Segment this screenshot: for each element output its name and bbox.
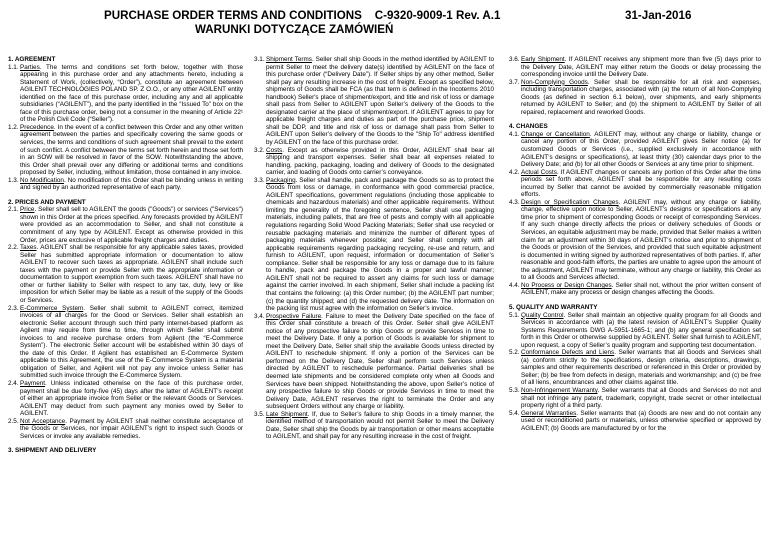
clause-text: . In the event of a conflict between this Order and any other written agreement between the parties and specifically covering the same goods or services, the terms and conditions of such agreement shall prevail to the extent of such conflict. A conflict between the terms set forth herein and those set forth in an SOW will be resolved in favor of the SOW. Notwithstanding the above, this Order shall prevail over any differing or additional terms and conditions proposed by Seller, including, without limitation, those contained in any invoice. [20, 123, 243, 177]
clause-heading: Precedence [20, 123, 54, 131]
clause-heading: Costs [266, 146, 283, 154]
clause-heading: Design or Specification Changes [521, 198, 619, 206]
clause-heading: Quality Control [521, 311, 564, 319]
clause-number: 3.5. [254, 410, 265, 418]
clause-heading: Payment [20, 379, 46, 387]
clause-text: . Seller warrants that all Goods and Services shall (a) conform strictly to the specifications, design criteria, descriptions, drawings, samples and other requirements described or referenced in this Order or provided by Seller; (b) be free from defects in design, materials and workmanship; and (c) be free of all liens, encumbrances and other claims against title. [521, 349, 761, 387]
clause-text: . Seller shall sell to AGILENT the goods ("Goods") or services ("Services") shown in this Order at the prices specified. Any forecasts provided by AGILENT were provided as an accommodation to Seller, and shall not constitute a commitment of any type by AGILENT. Except as otherwise provided in this Order, prices are exclusive of applicable freight charges and duties. [20, 206, 243, 244]
clause-1-1 [8, 64, 243, 124]
clause-heading: General Warranties [521, 409, 577, 417]
clause-1-3 [8, 177, 243, 192]
clause-number: 3.3. [254, 176, 265, 184]
clause-4-2 [509, 169, 761, 199]
clause-4-1 [509, 131, 761, 169]
clause-number: 4.3. [509, 198, 520, 206]
clause-2-1 [8, 206, 243, 244]
clause-4-4 [509, 282, 761, 297]
clause-text: . Failure to meet the Delivery Date specified on the face of this Order shall constitute a breach of this Order. Seller shall give AGILENT notice of any prospective failure to ship Goods or provide Services in time to meet the Delivery Date. If only a portion of Goods is available for shipment to meet the Delivery Date, Seller shall ship the available Goods unless directed by AGILENT to reschedule shipment. If only a portion of the Services can be performed on the Delivery Date, Seller shall perform such Services unless directed by AGILENT to reschedule performance. Partial deliveries shall be deemed late shipments and be considered complete only when all Goods and Services have been shipped. Notwithstanding the above, upon Seller’s notice of any prospective failure to ship Goods or provide Services in time to meet the Delivery Date, AGILENT reserves the right to terminate the Order and any subsequent Orders without any charge or liability. [266, 312, 494, 411]
clause-number: 1.2. [8, 123, 19, 131]
clause-text: . Seller shall not, without the prior written consent of AGILENT, make any process or design changes affecting the Goods. [521, 281, 762, 297]
clause-text: . Seller shall be responsible for all risk and expenses, including transportation charges, associated with (a) the return of all Non-Complying Goods (as defined in section 6.1 below), over shipments, and early shipments returned by AGILENT to Seller; and (b) the shipment to AGILENT by Seller of all repaired, replacement and reworked Goods. [521, 78, 762, 116]
clause-number: 2.5. [8, 417, 19, 425]
clause-text: . AGILENT may, without any charge or liability, change, effective upon notice to Seller, AGILENT’s designs or specifications at any time prior to shipment of corresponding Goods or receipt of corresponding Services. If any such change directly affects the prices or delivery schedules of Goods or Services, an equitable adjustment may be made, provided that Seller makes a written claim for an adjustment within 30 days of AGILENT’s notice and prior to shipment of the Goods or provision of the Services, and provided that such equitable adjustment is documented in writing signed by authorized representatives of both parties. If, after reasonable and good-faith efforts, the parties are unable to agree upon the amount of the adjustment, AGILENT may terminate, without any charge or liability, this Order as to all Goods and Services affected. [521, 198, 761, 282]
clause-text: . The terms and conditions set forth below, together with those appearing in this purchase order and any attachments hereto, including a Statement of Work, (collectively, “Order”), constitute an agreement between AGILENT TECHNOLOGIES POLAND SP. Z O.O., or any other AGILENT entity identified on the face of this purchase order, including any and all applicable subsidiaries (“AGILENT”), and the party identified in the “Issued To” box on the face of this purchase order, being not a consumer in the meaning of Article 22¹ of the Polish Civil Code (“Seller”). [20, 63, 243, 124]
clause-number: 1.1. [8, 63, 19, 71]
column-1 [8, 56, 243, 455]
clause-heading: Change or Cancellation [521, 130, 590, 138]
clause-number: 3.2. [254, 146, 265, 154]
clause-heading: No Modification [20, 176, 64, 184]
clause-number: 2.4. [8, 379, 19, 387]
section-heading-shipment: 3. SHIPMENT AND DELIVERY [8, 447, 97, 455]
document-title: PURCHASE ORDER TERMS AND CONDITIONS C-9320-9009-1 Rev. A.1 [104, 9, 501, 22]
clause-2-5 [8, 418, 243, 441]
clause-3-2 [254, 147, 494, 177]
section-heading-changes: 4. CHANGES [509, 123, 548, 131]
clause-text: . Except as otherwise provided in this Order, AGILENT shall bear all shipping and transport expenses. Seller shall bear all expenses related to handling, packing, packaging, loading and delivery of Goods to the designated carrier, and loading of Goods onto carrier’s conveyance. [266, 146, 494, 177]
clause-4-3 [509, 199, 761, 282]
clause-number: 5.4. [509, 409, 520, 417]
clause-3-4 [254, 313, 494, 411]
column-2 [254, 56, 494, 441]
clause-text: . No modification of this Order shall be binding unless in writing and signed by an authorized representative of each party. [20, 176, 244, 192]
clause-heading: Not Acceptance [20, 417, 66, 425]
clause-number: 3.1. [254, 56, 265, 63]
clause-heading: Shipment Terms [266, 56, 312, 63]
clause-3-7 [509, 79, 761, 117]
clause-1-2 [8, 124, 243, 177]
clause-number: 2.3. [8, 304, 19, 312]
document-subtitle: WARUNKI DOTYCZĄCE ZAMÓWIEŃ [195, 23, 394, 36]
clause-heading: E-Commerce System [20, 304, 84, 312]
clause-number: 3.6. [509, 56, 520, 63]
clause-heading: Taxes [20, 244, 37, 252]
clause-heading: Conformance Defects and Liens [521, 349, 615, 357]
section-heading-agreement: 1. AGREEMENT [8, 56, 56, 63]
column-3 [509, 56, 761, 432]
clause-heading: Packaging [266, 176, 296, 184]
clause-number: 2.2. [8, 244, 19, 252]
clause-5-1 [509, 312, 761, 350]
clause-text: . Seller shall ship Goods in the method identified by AGILENT to permit Seller to meet the delivery date(s) identified by AGILENT on the face of this purchase order (“Delivery Date”). If Seller ships by any other method, Seller shall pay any resulting increase in the cost of freight. Except as specified below, shipments of Goods shall be FCA (as that term is defined in the Incoterms 2010 handbook) Seller's place of shipment/export, and title and risk of loss or damage shall pass from Seller to AGILENT upon Seller’s delivery of the Goods to the designated carrier at the place of shipment/export. If AGILENT agrees to pay for applicable freight charges and duties as part of the purchase price, shipment shall be DDP, and title and risk of loss or damage shall pass from Seller to AGILENT upon Seller’s delivery of the Goods to the "Ship To" address identified by AGILENT on the face of this purchase order. [266, 56, 494, 147]
clause-text: . If AGILENT receives any shipment more than five (5) days prior to the Delivery Date, AGILENT may either return the Goods or delay processing the corresponding invoice until the Delivery Date. [521, 56, 762, 79]
clause-text: . If AGILENT changes or cancels any portion of this Order after the time periods set forth above, AGILENT shall be responsible for any resulting costs incurred by Seller that cannot be avoided by commercially reasonable mitigation efforts. [521, 168, 762, 199]
clause-heading: Actual Costs [521, 168, 557, 176]
clause-3-5 [254, 411, 494, 441]
clause-5-2 [509, 349, 761, 387]
clause-number: 4.1. [509, 130, 520, 138]
clause-text: . AGILENT may, without any charge or liability, change or cancel any portion of this Order, provided AGILENT gives Seller notice (a) for customized Goods or Services (i.e., supplied exclusively in accordance with AGILENT’s designs or specifications), at least thirty (30) calendar days prior to the Delivery Date; and (b) for all other Goods or Services at any time prior to shipment. [521, 130, 761, 169]
clause-3-6 [509, 56, 761, 79]
clause-number: 3.7. [509, 78, 520, 86]
clause-heading: Non-Infringement Warranty [521, 386, 598, 394]
clause-number: 5.3. [509, 386, 520, 394]
section-heading-prices: 2. PRICES AND PAYMENT [8, 198, 86, 206]
clause-heading: Late Shipment [266, 410, 308, 418]
clause-2-3 [8, 305, 243, 380]
clause-5-4 [509, 410, 761, 433]
clause-heading: Parties [20, 63, 40, 71]
clause-text: . Seller warrants that (a) Goods are new and do not contain any used or reconditioned parts or materials, unless otherwise specified or approved by AGILENT; (b) Goods are manufactured by or for the [521, 409, 762, 432]
clause-number: 1.3. [8, 176, 19, 184]
section-heading-quality: 5. QUALITY AND WARRANTY [509, 303, 598, 311]
clause-heading: Price [20, 206, 35, 214]
clause-3-3 [254, 177, 494, 313]
clause-text: . Seller shall submit to AGILENT correct, itemized invoices of all charges for the Good or Services. Seller shall establish an electronic Seller account through such third party internet-based platform as Agilent may require from time to time, through which Seller shall submit invoices to and receive purchase orders from Agilent (the “E-Commerce System”). The electronic Seller account will be established within 30 days of the date of this Order. If Agilent has established an E-Commerce System applicable to this Agreement, the use of the E-Commerce System is a material obligation of Seller, and Agilent will not pay any invoice unless Seller has submitted such invoice through the E-Commerce System. [20, 304, 243, 380]
clause-heading: No Process or Design Changes [521, 281, 612, 289]
clause-text: . AGILENT shall be responsible for any applicable sales taxes, provided Seller has submitted appropriate information or documentation to allow AGILENT to recover such taxes as appropriate. AGILENT shall include such taxes with the payment or provide Seller with the appropriate information or documentation to support exemption from such taxes. AGILENT shall have no other or further liability to Seller with respect to any tax, duty, levy or like imposition for which Seller may be liable as a result of the supply of the Goods or Services. [20, 244, 243, 304]
clause-text: . Seller shall handle, pack and package the Goods so as to protect the Goods from loss or damage, in conformance with good commercial practice, AGILENT specifications, government regulations (including those applicable to chemicals and hazardous materials) and other applicable requirements. Without limiting the generality of the foregoing sentence, Seller shall use packaging materials, including pallets, that are free of pests and comply with all applicable regulations regarding Solid Wood Packing Materials; Seller shall use recycled or reusable packaging materials and minimize the number of different types of packaging materials whenever possible; and Seller shall comply with all applicable requirements regarding packaging recycling, re-use and return, and furnish to AGILENT, upon request, information or documentation of Seller’s compliance. Seller shall be responsible for any loss or damage due to its failure to handle, pack and package the Goods in a proper and lawful manner; AGILENT shall not be required to assert any claims for such loss or damage against the carrier involved. In each shipment, Seller shall include a packing list that contains the following: (a) this Order number; (b) the AGILENT part number; (c) the quantity shipped; and (d) the requested delivery date. The information on the packing list must agree with the information on Seller’s invoice. [266, 176, 494, 313]
clause-text: . Seller shall maintain an objective quality program for all Goods and Services in accordance with (a) the latest revision of AGILENT’s Supplier Quality Systems Requirements DWG A-5951-1665-1; and (b) any general specification set forth in this Order or otherwise supplied by AGILENT. Seller shall furnish to AGILENT, upon request, a copy of Seller’s quality program and supporting test documentation. [521, 311, 761, 349]
clause-text: . Seller warrants that all Goods and Services do not and shall not infringe any patent, trademark, copyright, trade secret or other intellectual property right of a third party. [521, 386, 761, 410]
clause-number: 4.2. [509, 168, 520, 176]
document-date: 31-Jan-2016 [625, 9, 692, 22]
clause-heading: Prospective Failure [266, 312, 322, 320]
clause-number: 5.1. [509, 311, 520, 319]
clause-5-3 [509, 387, 761, 410]
clause-number: 2.1. [8, 206, 19, 214]
clause-number: 4.4. [509, 281, 520, 289]
document-header [0, 9, 768, 41]
clause-3-1 [254, 56, 494, 147]
clause-2-4 [8, 380, 243, 418]
clause-text: . If, due to Seller’s failure to ship Goods in a timely manner, the identified method of transportation would not permit Seller to meet the Delivery Date, Seller shall ship the Goods by air transportation or other means acceptable to AGILENT, and shall pay for any resulting increase in the cost of freight. [266, 410, 494, 441]
clause-number: 3.4. [254, 312, 265, 320]
clause-heading: Early Shipment [521, 56, 565, 63]
clause-heading: Non-Complying Goods [521, 78, 588, 86]
clause-2-2 [8, 244, 243, 304]
clause-text: . Payment by AGILENT shall neither constitute acceptance of the Goods or Services, nor impair AGILENT's right to inspect such Goods or Services or invoke any available remedies. [20, 417, 244, 440]
clause-text: . Unless indicated otherwise on the face of this purchase order, payment shall be due forty-five (45) days after the latter of AGILENT’s receipt of either an appropriate invoice from Seller or the relevant Goods or Services. AGILENT may deduct from such payment any monies owed by Seller to AGILENT. [20, 379, 243, 418]
clause-number: 5.2. [509, 349, 520, 357]
